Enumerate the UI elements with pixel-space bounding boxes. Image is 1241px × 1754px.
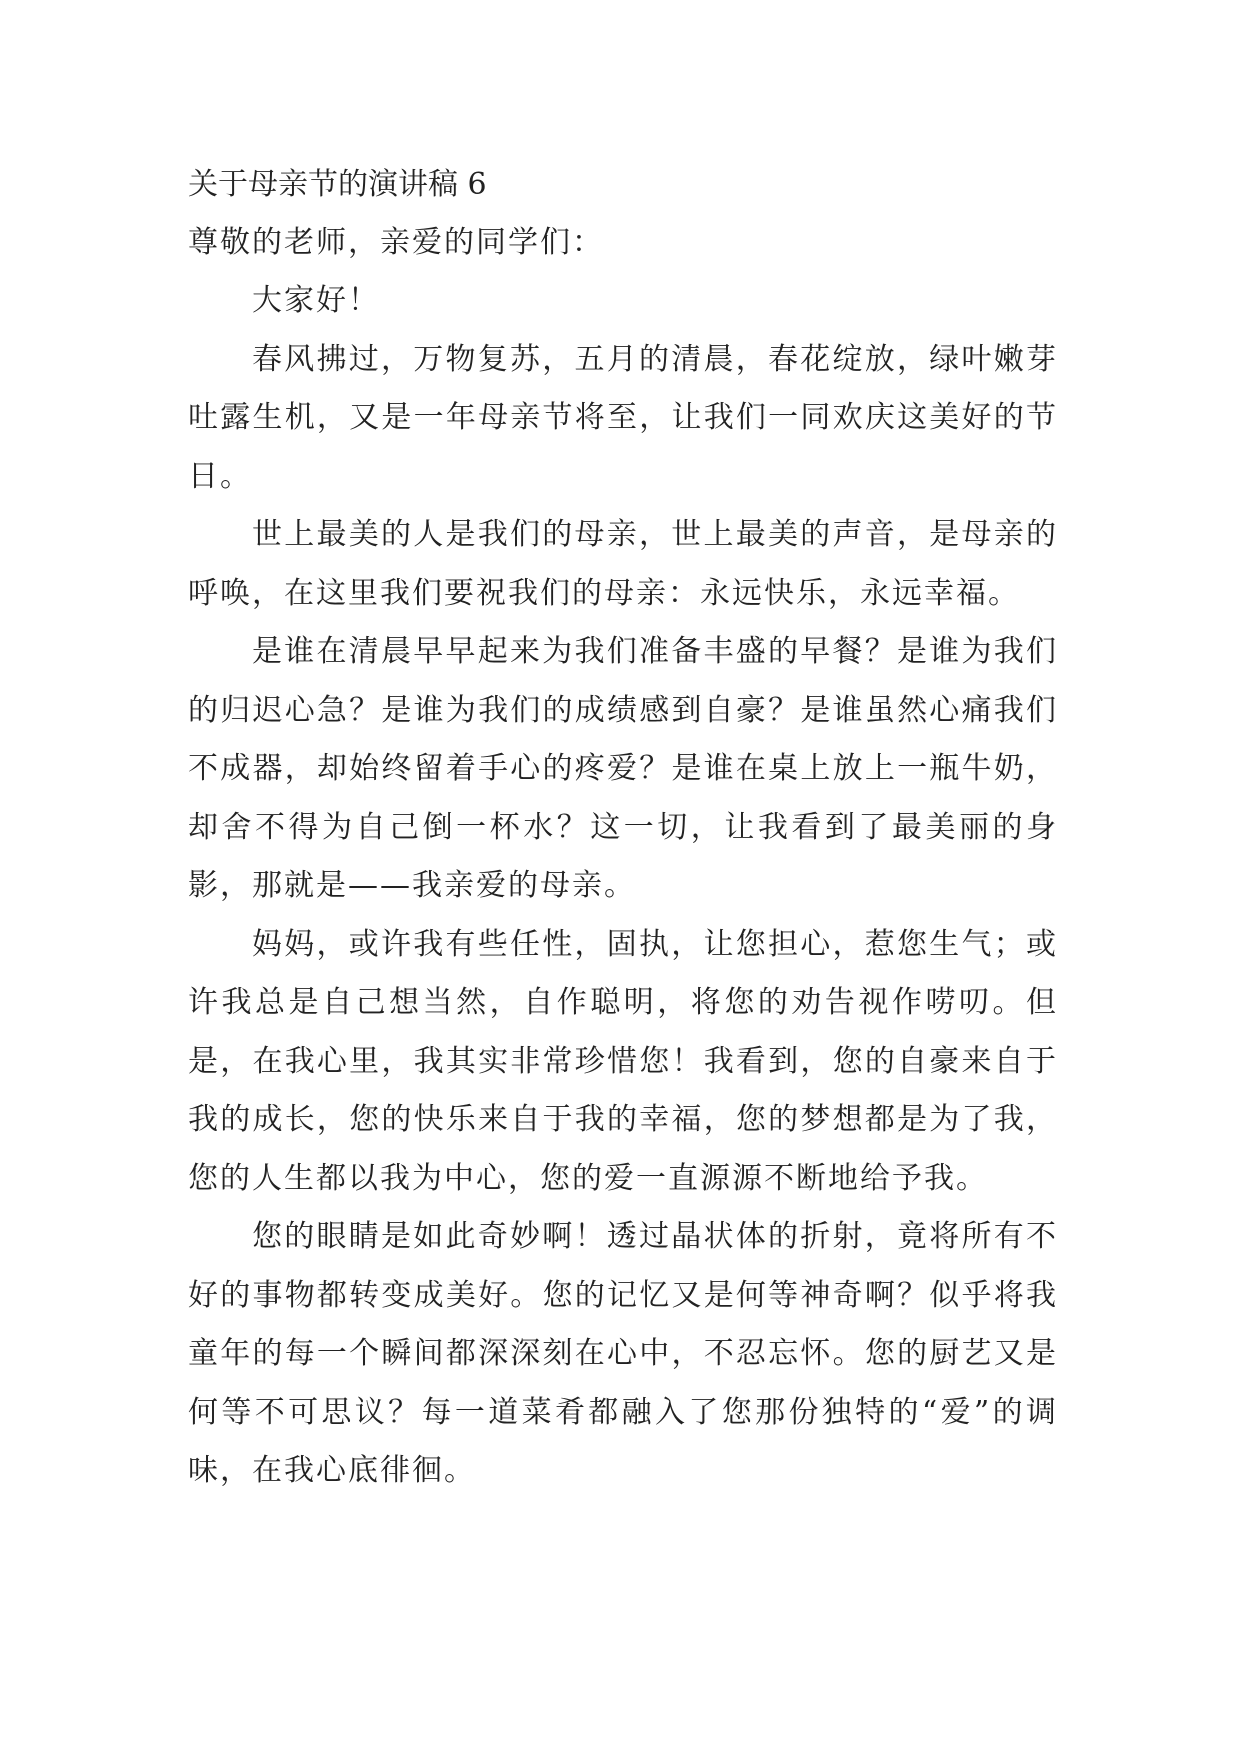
salutation: 尊敬的老师，亲爱的同学们： (188, 225, 604, 260)
paragraph-mom-apology: 妈妈，或许我有些任性，固执，让您担心，惹您生气；或许我总是自己想当然，自作聪明，将您的劝告视作唠叨。但是，在我心里，我其实非常珍惜您！我看到，您的自豪来自于我的成长，您的快乐来自于我的幸福，您的梦想都是为了我，您的人生都以我为中心，您的爱一直源源不断地给予我。 (188, 926, 1058, 1196)
paragraph-who-cares: 是谁在清晨早早起来为我们准备丰盛的早餐？是谁为我们的归迟心急？是谁为我们的成绩感到自豪？是谁虽然心痛我们不成器，却始终留着手心的疼爱？是谁在桌上放上一瓶牛奶，却舍不得为自己倒一杯水？这一切，让我看到了最美丽的身影，那就是——我亲爱的母亲。 (188, 634, 1058, 903)
speech-text-body (188, 156, 1058, 1501)
paragraph-your-eyes: 您的眼睛是如此奇妙啊！透过晶状体的折射，竟将所有不好的事物都转变成美好。您的记忆又是何等神奇啊？似乎将我童年的每一个瞬间都深深刻在心中，不忍忘怀。您的厨艺又是何等不可思议？每一道菜肴都融入了您那份独特的“爱”的调味，在我心底徘徊。 (188, 1219, 1058, 1488)
paragraph-most-beautiful: 世上最美的人是我们的母亲，世上最美的声音，是母亲的呼唤，在这里我们要祝我们的母亲：永远快乐，永远幸福。 (188, 517, 1058, 611)
greeting: 大家好！ (252, 283, 380, 318)
paragraph-spring: 春风拂过，万物复苏，五月的清晨，春花绽放，绿叶嫩芽吐露生机，又是一年母亲节将至，让我们一同欢庆这美好的节日。 (188, 341, 1058, 494)
document-title: 关于母亲节的演讲稿 6 (188, 167, 487, 202)
